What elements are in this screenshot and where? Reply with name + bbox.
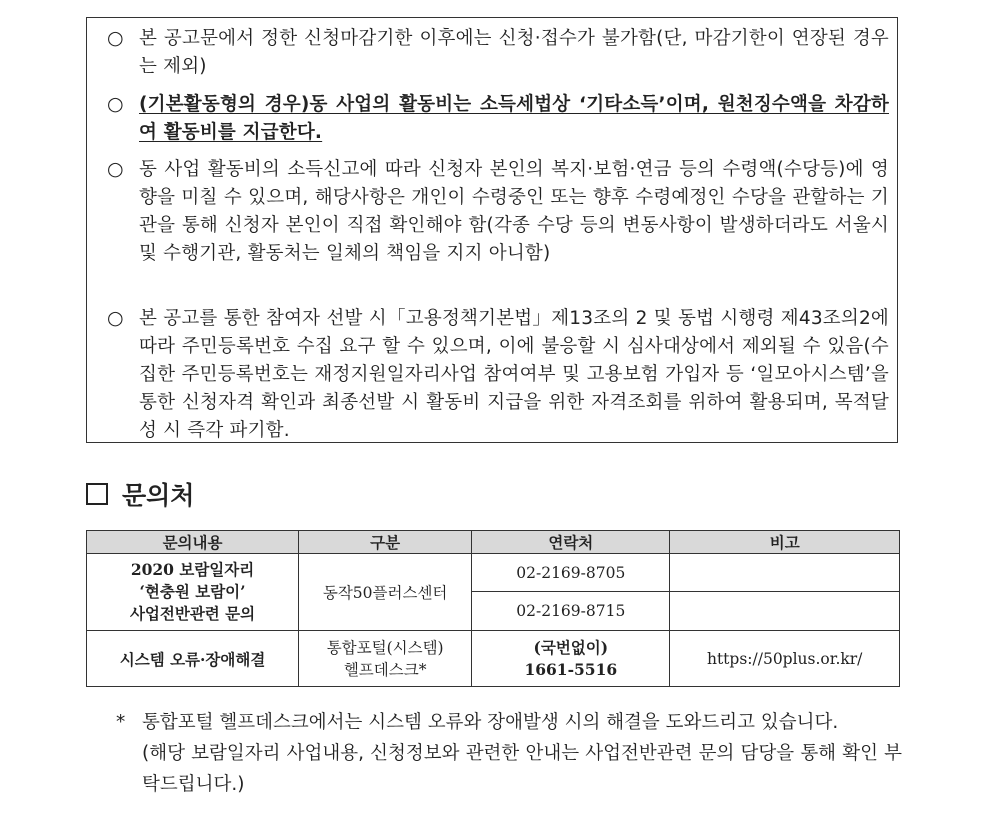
cell-phone: 02-2169-8715	[472, 592, 670, 631]
website-link[interactable]: https://50plus.or.kr/	[670, 631, 900, 687]
cell-division: 동작50플러스센터	[299, 554, 472, 631]
table-row	[87, 631, 900, 687]
header-note: 비고	[670, 531, 900, 554]
footnote-line: (해당 보람일자리 사업내용, 신청정보와 관련한 안내는 사업전반관련 문의 담당을 통해 확인 부탁드립니다.)	[142, 743, 902, 795]
contact-table	[86, 530, 900, 687]
header-division: 구분	[299, 531, 472, 554]
cell-phone: 02-2169-8705	[472, 554, 670, 592]
cell-note	[670, 554, 900, 592]
circle-bullet-icon: ○	[107, 93, 124, 115]
cell-phone: (국번없이) 1661-5516	[472, 631, 670, 687]
square-bullet-icon	[86, 483, 108, 505]
notice-box	[86, 17, 898, 443]
cell-note	[670, 592, 900, 631]
table-header-row	[87, 531, 900, 554]
notice-item-text: 동 사업 활동비의 소득신고에 따라 신청자 본인의 복지·보험·연금 등의 수령액(수당등)에 영향을 미칠 수 있으며, 해당사항은 개인이 수령중인 또는 향후 수령예정인 수당을 관할하는 기관을 통해 신청자 본인이 직접 확인해야 함(각종 수당 등의 변동사항이 발생하더라도 서울시 및 수행기관, 활동처는 일체의 책임을 지지 아니함)	[139, 159, 889, 264]
cell-topic: 2020 보람일자리 ‘현충원 보람이’ 사업전반관련 문의	[87, 554, 299, 631]
section-title-label: 문의처	[122, 481, 195, 510]
table-row	[87, 554, 900, 592]
notice-item-text: 본 공고문에서 정한 신청마감기한 이후에는 신청·접수가 불가함(단, 마감기한이 연장된 경우는 제외)	[139, 28, 889, 77]
header-topic: 문의내용	[87, 531, 299, 554]
asterisk-icon: *	[116, 712, 126, 733]
notice-item-text: (기본활동형의 경우)동 사업의 활동비는 소득세법상 ‘기타소득’이며, 원천징수액을 차감하여 활동비를 지급한다.	[139, 94, 889, 143]
cell-division: 통합포털(시스템) 헬프데스크*	[299, 631, 472, 687]
cell-topic: 시스템 오류·장애해결	[87, 631, 299, 687]
circle-bullet-icon: ○	[107, 307, 124, 329]
circle-bullet-icon: ○	[107, 158, 124, 180]
footnote-line: 통합포털 헬프데스크에서는 시스템 오류와 장애발생 시의 해결을 도와드리고 있습니다.	[142, 712, 839, 733]
notice-item-text: 본 공고를 통한 참여자 선발 시「고용정책기본법」제13조의 2 및 동법 시행령 제43조의2에 따라 주민등록번호 수집 요구 할 수 있으며, 이에 불응할 시 심사대상에서 제외될 수 있음(수집한 주민등록번호는 재정지원일자리사업 참여여부 및 고용보험 가입자 등 ‘일모아시스템’을 통한 신청자격 확인과 최종선발 시 활동비 지급을 위한 자격조회를 위하여 활용되며, 목적달성 시 즉각 파기함.	[139, 308, 889, 441]
section-title	[86, 474, 194, 514]
circle-bullet-icon: ○	[107, 27, 124, 49]
header-contact: 연락처	[472, 531, 670, 554]
